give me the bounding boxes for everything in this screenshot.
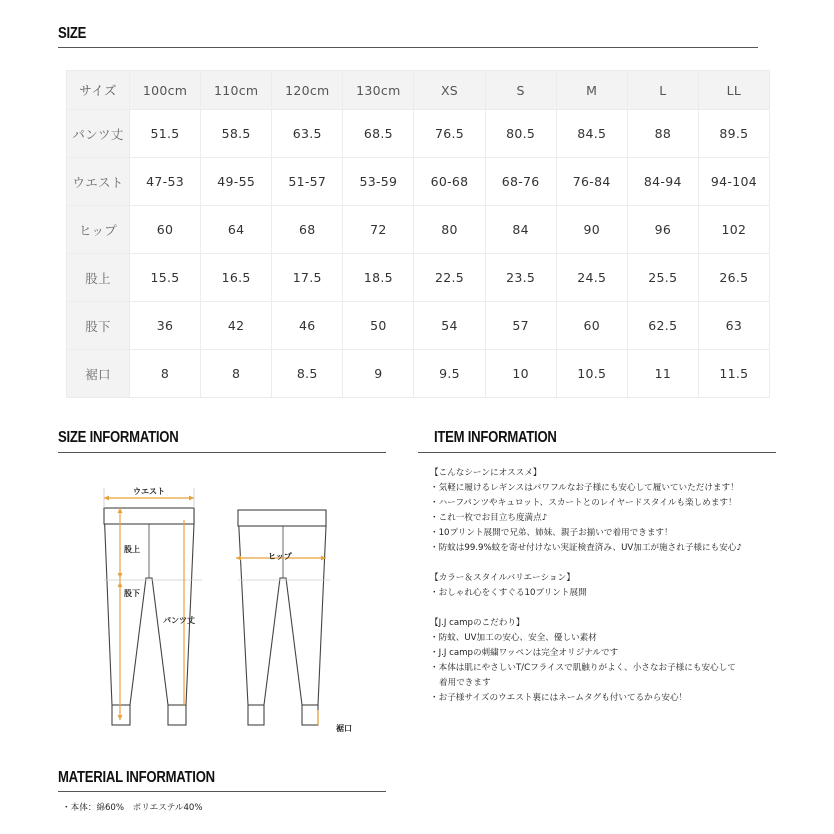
item-information-line: ・防蚊、UV加工の安心、安全、優しい素材 xyxy=(430,633,597,643)
item-information-line: ・防蚊は99.9%蚊を寄せ付けない実証検査済み、UV加工が施され子様にも安心♪ xyxy=(430,543,742,553)
size-table-cell: 120cm xyxy=(272,71,343,110)
size-table-cell: 10 xyxy=(485,350,556,398)
hem-label: 裾口 xyxy=(336,724,352,733)
item-information-line: ・お子様サイズのウエスト裏にはネームタグも付いてるから安心！ xyxy=(430,693,688,703)
size-table-cell: LL xyxy=(698,71,769,110)
size-information-heading: SIZE INFORMATION xyxy=(58,429,179,446)
size-table-cell: 36 xyxy=(130,302,201,350)
item-information-heading: ITEM INFORMATION xyxy=(434,429,557,446)
size-table-row-label: サイズ xyxy=(67,71,130,110)
size-table-cell: 76-84 xyxy=(556,158,627,206)
size-table-cell: 9 xyxy=(343,350,414,398)
size-table-cell: 8 xyxy=(130,350,201,398)
item-information-line: 【J.J campのこだわり】 xyxy=(430,618,525,628)
size-table-cell: XS xyxy=(414,71,485,110)
size-table-cell: 90 xyxy=(556,206,627,254)
size-table-cell: 63 xyxy=(698,302,769,350)
size-table-row-label: ヒップ xyxy=(67,206,130,254)
size-table-cell: 18.5 xyxy=(343,254,414,302)
size-table-cell: 68-76 xyxy=(485,158,556,206)
item-information-line: ・本体は肌にやさしいT/Cフライスで肌触りがよく、小さなお子様にも安心して xyxy=(430,663,736,673)
item-information-list xyxy=(430,466,830,706)
size-table-cell: 17.5 xyxy=(272,254,343,302)
size-table-cell: 96 xyxy=(627,206,698,254)
item-information-line: ・J.J campの刺繍ワッペンは完全オリジナルです xyxy=(430,648,619,658)
size-table-cell: 22.5 xyxy=(414,254,485,302)
size-table-cell: 15.5 xyxy=(130,254,201,302)
size-table-cell: 23.5 xyxy=(485,254,556,302)
size-table-cell: 72 xyxy=(343,206,414,254)
size-table-cell: 100cm xyxy=(130,71,201,110)
size-table-cell: 50 xyxy=(343,302,414,350)
size-table-row-label: 股上 xyxy=(67,254,130,302)
size-table-cell: 53-59 xyxy=(343,158,414,206)
item-information-line: ・おしゃれ心をくすぐる10プリント展開 xyxy=(430,588,587,598)
size-table xyxy=(66,70,770,398)
item-information-line: 【こんなシーンにオススメ】 xyxy=(430,468,542,478)
size-table-cell: 68 xyxy=(272,206,343,254)
size-table-cell: 42 xyxy=(201,302,272,350)
size-table-cell: 80.5 xyxy=(485,110,556,158)
size-table-cell: 60 xyxy=(130,206,201,254)
size-table-row xyxy=(67,110,770,158)
pants-diagram xyxy=(90,480,370,748)
size-table-cell: 62.5 xyxy=(627,302,698,350)
size-table-row-label: 裾口 xyxy=(67,350,130,398)
size-table-cell: 84 xyxy=(485,206,556,254)
size-table-cell: 11 xyxy=(627,350,698,398)
size-table-cell: 63.5 xyxy=(272,110,343,158)
size-table-cell: 88 xyxy=(627,110,698,158)
size-table-cell: 46 xyxy=(272,302,343,350)
size-table-cell: S xyxy=(485,71,556,110)
material-information-text: ・本体：綿60% ポリエステル40% xyxy=(62,803,203,813)
size-table-header-row xyxy=(67,71,770,110)
size-table-cell: L xyxy=(627,71,698,110)
item-information-line: ・ハーフパンツやキュロット、スカートとのレイヤードスタイルも楽しめます！ xyxy=(430,498,737,508)
size-table-cell: 57 xyxy=(485,302,556,350)
size-table-cell: 16.5 xyxy=(201,254,272,302)
size-table-cell: 10.5 xyxy=(556,350,627,398)
size-table-cell: 76.5 xyxy=(414,110,485,158)
size-table-row xyxy=(67,302,770,350)
size-table-cell: 80 xyxy=(414,206,485,254)
size-table-cell: 51.5 xyxy=(130,110,201,158)
size-table-cell: 60 xyxy=(556,302,627,350)
size-information-rule xyxy=(58,452,386,453)
size-table-row-label: ウエスト xyxy=(67,158,130,206)
length-label: パンツ丈 xyxy=(163,616,195,625)
size-table-cell: 54 xyxy=(414,302,485,350)
hip-label: ヒップ xyxy=(268,552,292,561)
size-table-row xyxy=(67,350,770,398)
size-table-row xyxy=(67,158,770,206)
size-table-cell: 9.5 xyxy=(414,350,485,398)
size-table-cell: 102 xyxy=(698,206,769,254)
size-table-cell: 8 xyxy=(201,350,272,398)
size-table-cell: 26.5 xyxy=(698,254,769,302)
size-table-cell: 110cm xyxy=(201,71,272,110)
size-table-cell: 130cm xyxy=(343,71,414,110)
item-information-line: 【カラー＆スタイルバリエーション】 xyxy=(430,573,575,583)
rise-label: 股上 xyxy=(124,545,140,554)
item-information-line: ・10プリント展開で兄弟、姉妹、親子お揃いで着用できます！ xyxy=(430,528,673,538)
size-table-row-label: パンツ丈 xyxy=(67,110,130,158)
size-table-cell: 94-104 xyxy=(698,158,769,206)
item-information-rule xyxy=(418,452,776,453)
size-table-cell: 49-55 xyxy=(201,158,272,206)
size-table-cell: 84-94 xyxy=(627,158,698,206)
size-table-row xyxy=(67,206,770,254)
item-information-line: ・これ一枚でお目立ち度満点♪ xyxy=(430,513,548,523)
size-table-cell: 84.5 xyxy=(556,110,627,158)
size-table-cell: 60-68 xyxy=(414,158,485,206)
size-heading: SIZE xyxy=(58,25,87,42)
size-table-cell: 8.5 xyxy=(272,350,343,398)
size-table-cell: 47-53 xyxy=(130,158,201,206)
material-information-rule xyxy=(58,791,386,792)
item-information-line: 着用できます xyxy=(439,678,491,688)
size-heading-rule xyxy=(58,47,758,48)
back-pants-drawing xyxy=(238,510,326,725)
size-table-cell: 24.5 xyxy=(556,254,627,302)
size-table-row xyxy=(67,254,770,302)
size-table-cell: 64 xyxy=(201,206,272,254)
material-information-heading: MATERIAL INFORMATION xyxy=(58,769,215,786)
waist-label: ウエスト xyxy=(133,487,165,496)
size-table-cell: 58.5 xyxy=(201,110,272,158)
size-table-row-label: 股下 xyxy=(67,302,130,350)
size-table-cell: 89.5 xyxy=(698,110,769,158)
size-table-cell: M xyxy=(556,71,627,110)
item-information-line: ・気軽に履けるレギンスはパワフルなお子様にも安心して履いていただけます！ xyxy=(430,483,739,493)
size-table-cell: 68.5 xyxy=(343,110,414,158)
inseam-label: 股下 xyxy=(124,589,140,598)
size-table-cell: 11.5 xyxy=(698,350,769,398)
size-table-cell: 25.5 xyxy=(627,254,698,302)
size-table-cell: 51-57 xyxy=(272,158,343,206)
